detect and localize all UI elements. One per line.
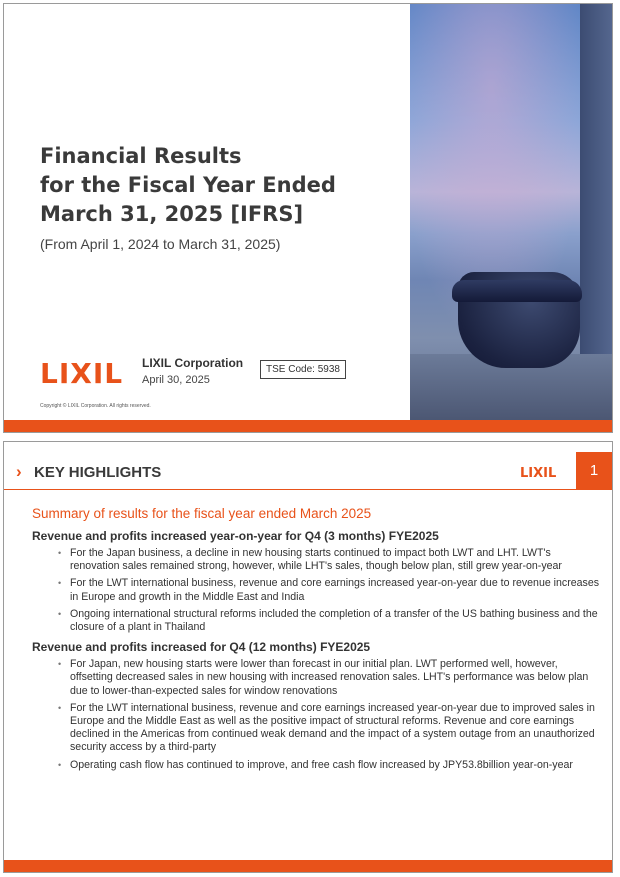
cover-slide [3,3,613,433]
lixil-logo [40,358,132,388]
fy-heading: Revenue and profits increased for Q4 (12 months) FYE2025 [32,640,371,655]
highlights-slide [3,441,613,873]
title-line-1: Financial Results [40,144,242,168]
list-item: • Ongoing international structural reforms included the completion of a transfer of the US bathing business and the closure of a plant in Thailand [58,608,602,634]
list-item: • Operating cash flow has continued to improve, and free cash flow increased by JPY53.8billion year-on-year [58,759,602,772]
highlights-footer-bar [4,860,612,872]
q4-bullet-list [32,547,602,634]
cover-footer-bar [4,420,612,432]
summary-title: Summary of results for the fiscal year ended March 2025 [32,506,372,521]
page-number-badge: 1 [576,452,612,490]
fy-bullet-list [32,658,602,772]
cover-product-photo [410,4,613,422]
tse-code-badge: TSE Code: 5938 [260,360,346,379]
header-divider [4,489,576,490]
page-title [40,142,400,229]
list-item: • For the Japan business, a decline in new housing starts continued to impact both LWT and LHT. LWT's renovation sales remained strong, however, while LHT's sales, though below plan, still grew year-on-year [58,547,602,573]
lixil-logo-small [520,464,564,480]
svg-text:LIXIL: LIXIL [40,358,124,388]
list-item: • For the LWT international business, revenue and core earnings increased year-on-year due to improved sales in Europe and the Middle East as well as the positive impact of structural reforms. Revenue and core earnings declined in the Americas from continued weak demand and the impact of a system outage from an unauthorized security access by a third-party [58,702,602,755]
q4-heading: Revenue and profits increased year-on-year for Q4 (3 months) FYE2025 [32,529,439,543]
presentation-date: April 30, 2025 [142,374,210,386]
copyright-notice: Copyright © LIXIL Corporation. All rights reserved. [40,403,151,409]
svg-text:LIXIL: LIXIL [520,466,557,480]
title-line-3: March 31, 2025 [IFRS] [40,202,304,226]
highlights-content [32,506,602,778]
section-title: KEY HIGHLIGHTS [34,464,162,481]
chevron-right-icon: › [16,462,22,481]
list-item: • For the LWT international business, revenue and core earnings increased year-on-year due to revenue increases in Europe and growth in the Middle East and India [58,577,602,603]
fiscal-period: (From April 1, 2024 to March 31, 2025) [40,236,281,252]
company-name: LIXIL Corporation [142,356,244,370]
title-line-2: for the Fiscal Year Ended [40,173,336,197]
toilet-lid-image [452,280,582,302]
list-item: • For Japan, new housing starts were lower than forecast in our initial plan. LWT performed well, however, offsetting decreased sales in new housing with increased renovation sales. LHT's performance was below plan due to lower-than-expected sales for window renovations [58,658,602,698]
